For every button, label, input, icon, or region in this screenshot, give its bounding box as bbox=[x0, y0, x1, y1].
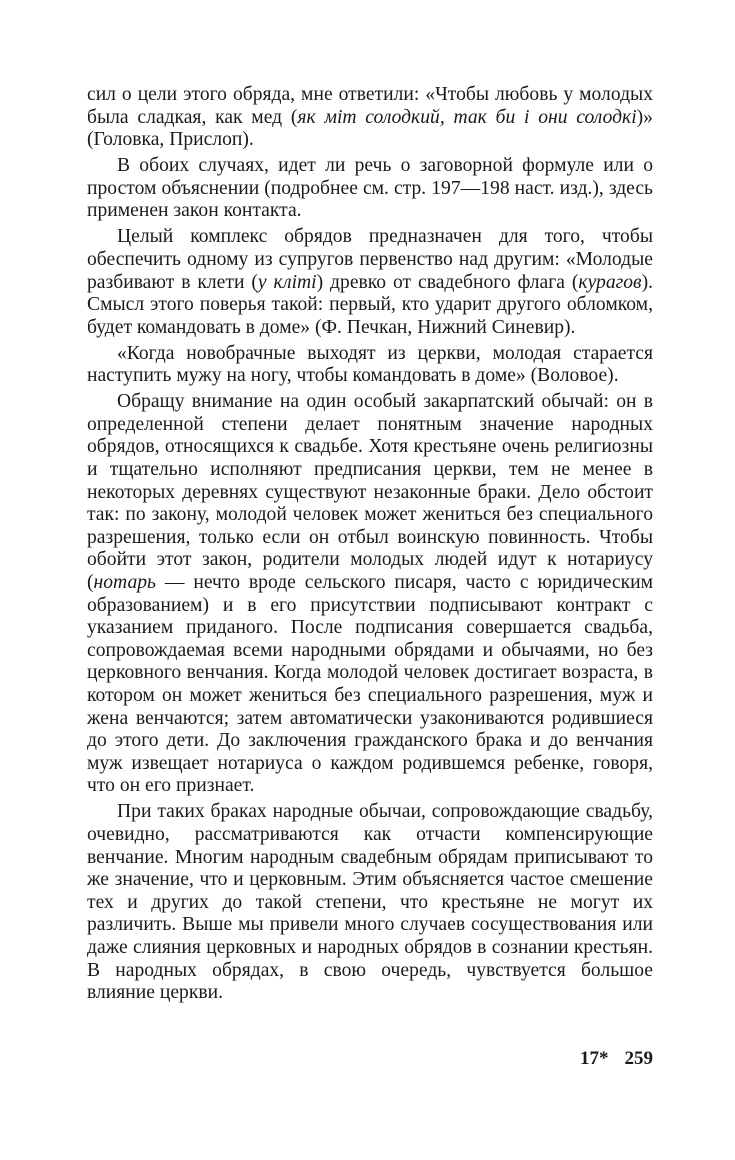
paragraph-6 bbox=[87, 801, 653, 1004]
paragraph-3-text-1: Целый комплекс обрядов предназначен для того, чтобы обеспечить одному из супругов первенство над другим: «Молодые разбивают в клети ( bbox=[87, 226, 653, 293]
paragraph-5-text-1: Обращу внимание на один особый закарпатский обычай: он в определенной степени делает понятным значение народных обрядов, относящихся к свадьбе. Хотя крестьяне очень религиозны и тщательно исполняют предписания церкви, тем не менее в некоторых деревнях существуют незаконные браки. Дело обстоит так: по закону, молодой человек может жениться без специального разрешения, только если он отбыл воинскую повинность. Чтобы обойти этот закон, родители молодых людей идут к нотариусу ( bbox=[87, 391, 653, 594]
paragraph-1-text-1: сил о цели этого обряда, мне ответили: «Чтобы любовь у молодых была сладкая, как мед ( bbox=[87, 84, 653, 128]
paragraph-3-dialect-term-2: курагов bbox=[578, 271, 642, 293]
paragraph-2 bbox=[87, 155, 653, 223]
paragraph-5-dialect-term: нотарь bbox=[93, 572, 156, 594]
paragraph-2-text: В обоих случаях, идет ли речь о заговорной формуле или о простом объяснении (подробнее см. стр. 197—198 наст. изд.), здесь применен закон контакта. bbox=[87, 155, 653, 222]
paragraph-3-dialect-term-1: у кліті bbox=[257, 271, 317, 293]
paragraph-5 bbox=[87, 391, 653, 798]
paragraph-1 bbox=[87, 84, 653, 152]
printer-signature: 17* bbox=[580, 1048, 609, 1069]
page-body bbox=[87, 84, 653, 1008]
paragraph-6-text: При таких браках народные обычаи, сопровождающие свадьбу, очевидно, рассматриваются как отчасти компенсирующие венчание. Многим народным свадебным обрядам приписывают то же значение, что и церковным. Этим объясняется частое смешение тех и других до такой степени, что крестьяне не могут их различить. Выше мы привели много случаев сосуществования или даже слияния церковных и народных обрядов в сознании крестьян. В народных обрядах, в свою очередь, чувствуется большое влияние церкви. bbox=[87, 801, 653, 1004]
paragraph-1-dialect-quote: як міт солодкий, так би і они солодкі bbox=[297, 106, 637, 128]
paragraph-5-text-2: — нечто вроде сельского писаря, часто с юридическим образованием) и в его присутствии подписывают контракт с указанием приданого. После подписания совершается свадьба, сопровождаемая всеми народными обрядами и обычаями, но без церковного венчания. Когда молодой человек достигает возраста, в котором он может жениться без специального разрешения, муж и жена венчаются; затем автоматически узакониваются родившиеся до этого дети. До заключения гражданского брака и до венчания муж извещает нотариуса о каждом родившемся ребенке, говоря, что он его признает. bbox=[87, 572, 653, 797]
paragraph-1-text-2: )» (Головка, Прислоп). bbox=[87, 106, 653, 151]
paragraph-4-text: «Когда новобрачные выходят из церкви, молодая старается наступить мужу на ногу, чтобы командовать в доме» (Воловое). bbox=[87, 342, 653, 387]
paragraph-3-text-2: ) древко от свадебного флага ( bbox=[316, 271, 579, 293]
paragraph-3-text-3: ). Смысл этого поверья такой: первый, кто ударит другого обломком, будет командовать в доме» (Ф. Печкан, Нижний Синевир). bbox=[87, 271, 654, 338]
page-number: 259 bbox=[624, 1048, 653, 1069]
paragraph-4 bbox=[87, 343, 653, 388]
page-footer bbox=[87, 1048, 653, 1070]
paragraph-3 bbox=[87, 226, 653, 339]
